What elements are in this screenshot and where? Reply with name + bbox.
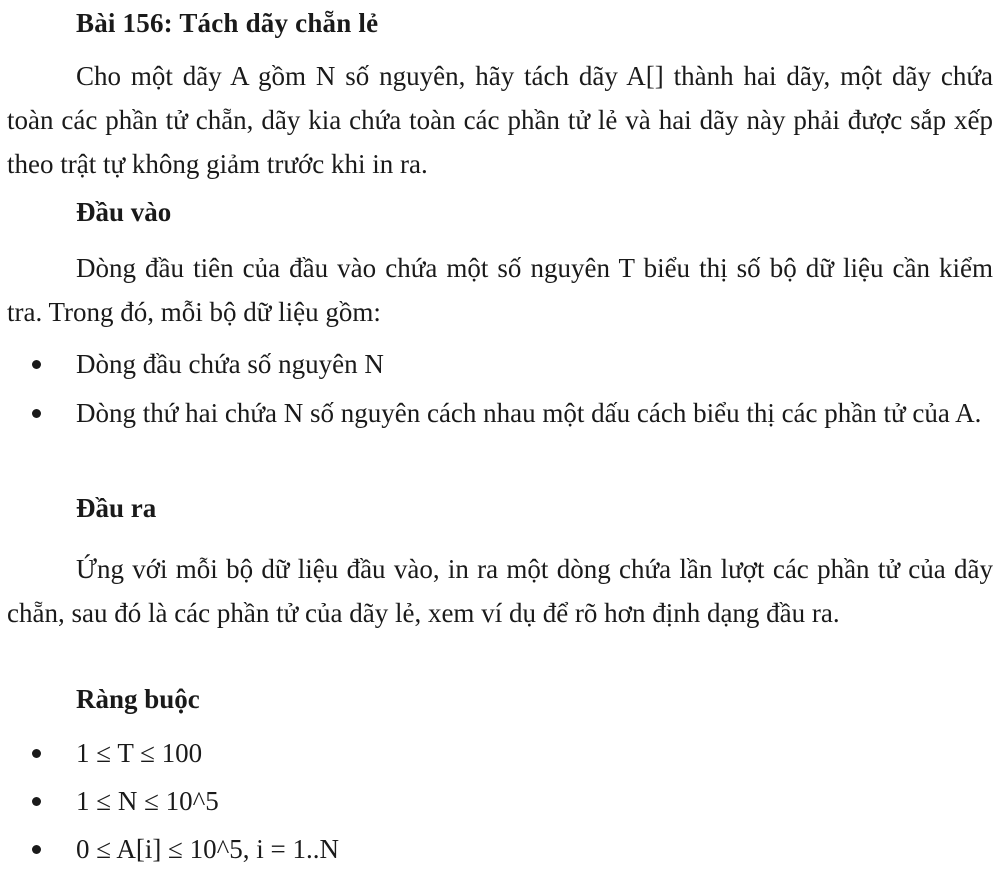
input-description-text: Dòng đầu tiên của đầu vào chứa một số nguyên T biểu thị số bộ dữ liệu cần kiểm tra. Trong đó, mỗi bộ dữ liệu gồm: (7, 253, 993, 327)
bullet-icon (32, 797, 41, 806)
input-description (7, 246, 993, 334)
problem-title: Bài 156: Tách dãy chẵn lẻ (76, 8, 379, 38)
problem-statement-text: Cho một dãy A gồm N số nguyên, hãy tách dãy A[] thành hai dãy, một dãy chứa toàn các phần tử chẵn, dãy kia chứa toàn các phần tử lẻ và hai dãy này phải được sắp xếp theo trật tự không giảm trước khi in ra. (7, 61, 993, 179)
input-bullet-item (0, 392, 1000, 434)
constraint-item (0, 731, 1000, 775)
constraint-text: 0 ≤ A[i] ≤ 10^5, i = 1..N (76, 834, 340, 864)
input-bullet-list (0, 343, 1000, 434)
constraints-heading: Ràng buộc (76, 684, 200, 714)
constraint-text: 1 ≤ T ≤ 100 (76, 738, 203, 768)
constraint-text: 1 ≤ N ≤ 10^5 (76, 786, 219, 816)
problem-statement (7, 54, 993, 186)
bullet-icon (32, 409, 41, 418)
input-bullet-item (0, 343, 1000, 385)
input-heading: Đầu vào (76, 197, 172, 227)
constraint-item (0, 779, 1000, 823)
bullet-icon (32, 845, 41, 854)
input-bullet-text: Dòng thứ hai chứa N số nguyên cách nhau một dấu cách biểu thị các phần tử của A. (76, 398, 982, 428)
output-description-text: Ứng với mỗi bộ dữ liệu đầu vào, in ra một dòng chứa lần lượt các phần tử của dãy chẵn, sau đó là các phần tử của dãy lẻ, xem ví dụ để rõ hơn định dạng đầu ra. (7, 554, 993, 628)
output-heading: Đầu ra (76, 493, 157, 523)
constraint-item (0, 827, 1000, 871)
output-description (7, 547, 993, 635)
input-bullet-text: Dòng đầu chứa số nguyên N (76, 349, 384, 379)
bullet-icon (32, 360, 41, 369)
constraints-bullet-list (0, 731, 1000, 875)
bullet-icon (32, 749, 41, 758)
